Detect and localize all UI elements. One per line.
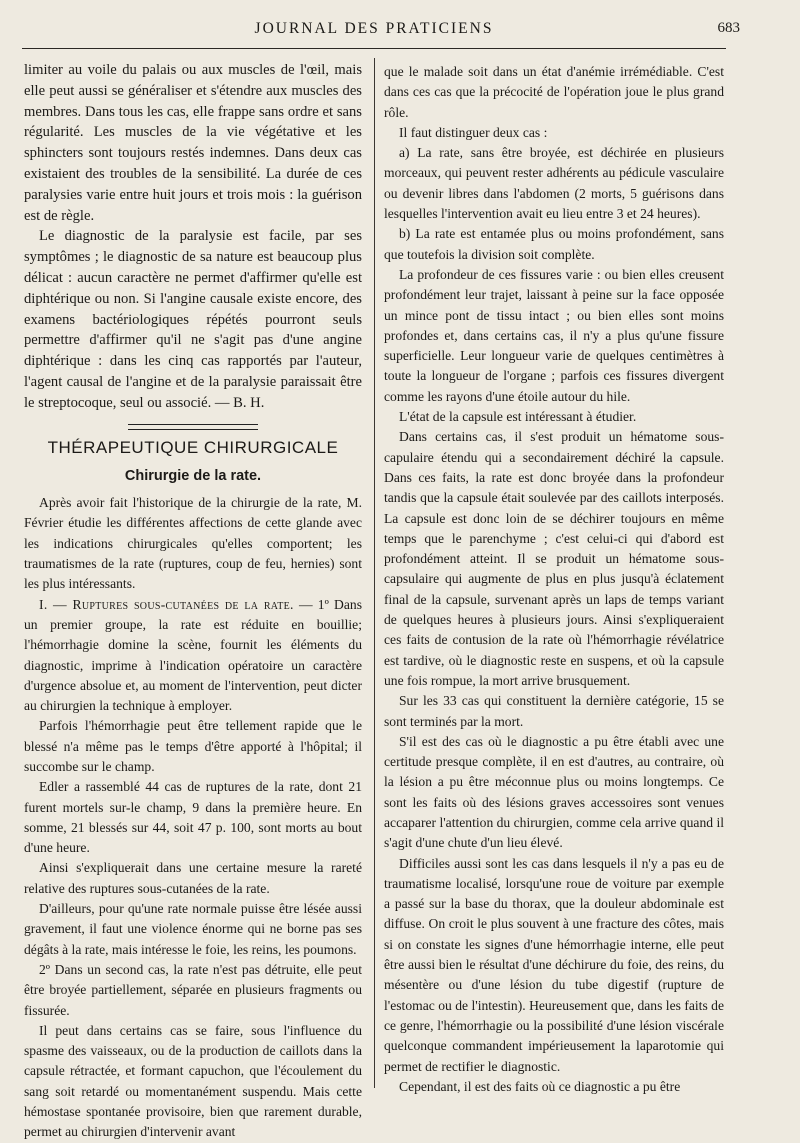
section-title: THÉRAPEUTIQUE CHIRURGICALE <box>47 437 339 457</box>
paragraph: La profondeur de ces fissures varie : ou bien elles creusent profondément leur trajet, laissant à peine sur la face opposée un mince pont de tissu intact ; ou bien elles sont moins profondes et, dans certains cas, il n'y a plus qu'une fissure superficielle. Leur longueur varie de quelques centimètres à toute la longueur de l'organe ; parfois ces fissures divergent comme les rayons d'une étoile autour du hile. <box>384 266 724 404</box>
paragraph: que le malade soit dans un état d'anémie irrémédiable. C'est dans ces cas que la précocité de l'opération joue le plus grand rôle. <box>384 64 724 120</box>
left-column <box>24 60 362 1143</box>
paragraph: b) La rate est entamée plus ou moins profondément, sans que toutefois la division soit complète. <box>384 226 724 262</box>
paragraph: Sur les 33 cas qui constituent la dernière catégorie, 15 se sont terminés par la mort. <box>384 693 724 729</box>
paragraph: S'il est des cas où le diagnostic a pu être établi avec une certitude presque complète, il en est d'autres, au contraire, où la lésion a pu être méconnue plus ou moins longtemps. Ce sont les faits où des lésions graves accessoires sont venues accaparer l'attention du chirurgien, comme cela arrive quand il s'agit d'une chute d'un lieu élevé. <box>384 733 724 851</box>
column-divider <box>374 58 375 1088</box>
paragraph: a) La rate, sans être broyée, est déchirée en plusieurs morceaux, qui peuvent rester adhérents au pédicule vasculaire ou devenir libres dans l'abdomen (2 morts, 5 guérisons dans lesquelles l'intervention avait eu lieu entre 3 et 24 heures). <box>384 145 724 222</box>
paragraph: Après avoir fait l'historique de la chirurgie de la rate, M. Février étudie les différentes affections de cette glande avec les indications chirurgicales qu'elles comportent; les traumatismes de la rate (ruptures, coup de feu, hernies) sont les plus intéressants. <box>24 495 362 592</box>
paragraph: limiter au voile du palais ou aux muscles de l'œil, mais elle peut aussi se généraliser et s'étendre aux muscles des membres. Dans tous les cas, elle frappe sans ordre et sans régularité. Les muscles de la vie végétative et les sphincters sont toujours restés indemnes. Dans deux cas existaient des troubles de la sensibilité. La durée de ces paralysies varie entre huit jours et trois mois : la guérison est de règle. <box>24 62 362 224</box>
right-column <box>384 62 724 1097</box>
paragraph: L'état de la capsule est intéressant à étudier. <box>399 409 637 425</box>
paragraph <box>24 595 362 717</box>
paragraph: Difficiles aussi sont les cas dans lesquels il n'y a pas eu de traumatisme localisé, lorsqu'une roue de voiture par exemple a passé sur la base du thorax, que la douleur abdominale est diffuse. On croit le plus souvent à une fracture des côtes, mais si on constate les signes d'une hémorrhagie interne, elle peut être aussi bien le résultat d'une déchirure du foie, des reins, du mésentère ou d'une lésion du tube digestif (rupture de l'estomac ou de l'intestin). Heureusement que, dans les faits de ce genre, l'hémorrhagie ou la possibilité d'une lésion viscérale quelconque commandent impérieusement la laparotomie qui permet de rectifier le diagnostic. <box>384 855 724 1074</box>
paragraph: Le diagnostic de la paralysie est facile, par ses symptômes ; le diagnostic de sa nature est beaucoup plus délicat : aucun caractère ne permet d'affirmer qu'elle est diphtérique ou non. Si l'angine causale existe encore, des examens bactériologiques répétés pourront seuls permettre d'affirmer qu'il ne s'agit pas d'une angine diphtérique : dans les cinq cas rapportés par l'auteur, l'agent causal de l'angine et de la paralysie paraissait être le streptocoque, seul ou associé. — B. H. <box>24 228 362 411</box>
paragraph: Ainsi s'expliquerait dans une certaine mesure la rareté relative des ruptures sous-cutanées de la rate. <box>24 860 362 896</box>
section-divider <box>128 424 258 430</box>
paragraph: Dans certains cas, il s'est produit un hématome sous-capulaire étendu qui a secondairement déchiré la capsule. Dans ces faits, la rate est donc broyée dans la profondeur tandis que la capsule était soulevée par des caillots interposés. La capsule est donc loin de se déchirer toujours en même temps que le parenchyme ; c'est celui-ci qui d'abord est profondément atteint. Il se produit un hématome sous-capsulaire qui augmente de plus en plus jusqu'à éclatement final de la capsule, survenant après un laps de temps variant de quelques heures à plusieurs jours. Ainsi s'expliqueraient ces faits de contusion de la rate où l'hémorrhagie révélatrice est tardive, où le diagnostic reste en suspens, et où la capsule une fois rompue, la mort arrive brusquement. <box>384 429 724 688</box>
paragraph: Il faut distinguer deux cas : <box>399 124 548 140</box>
paragraph: Il peut dans certains cas se faire, sous l'influence du spasme des vaisseaux, ou de la production de caillots dans la capsule rétractée, et formant capuchon, que l'écoulement du sang soit retardé ou momentanément suspendu. Mais cette hémostase spontanée provisoire, bien que rarement durable, permet au chirurgien d'intervenir avant <box>24 1022 362 1140</box>
paragraph-text: — 1º Dans un premier groupe, la rate est réduite en bouillie; l'hémorrhagie domine la scène, fournit les éléments du diagnostic, imprime à l'indication opératoire un caractère d'urgence absolue et, au moment de l'intervention, peut dicter au chirurgien la technique à employer. <box>24 596 362 714</box>
running-title: JOURNAL DES PRATICIENS <box>254 20 494 37</box>
header-rule <box>22 48 726 49</box>
article-title: Chirurgie de la rate. <box>124 468 262 485</box>
page-header <box>24 20 740 44</box>
paragraph: Cependant, il est des faits où ce diagnostic a pu être <box>399 1078 681 1094</box>
paragraph: 2º Dans un second cas, la rate n'est pas détruite, elle peut être broyée partiellement, séparée en plusieurs fragments ou fissurée. <box>24 961 362 1018</box>
heading-label: I. — Ruptures sous-cutanées de la rate. <box>39 596 294 612</box>
page-number: 683 <box>717 20 740 36</box>
paragraph: Parfois l'hémorrhagie peut être tellement rapide que le blessé n'a même pas le temps d'être apporté à l'hôpital; il succombe sur le champ. <box>24 718 362 774</box>
paragraph: D'ailleurs, pour qu'une rate normale puisse être lésée aussi gravement, il faut une violence énorme qui ne borne pas ses dégâts à la rate, mais intéresse le foie, les reins, les poumons. <box>24 901 362 957</box>
paragraph: Edler a rassemblé 44 cas de ruptures de la rate, dont 21 furent mortels sur-le champ, 9 dans la première heure. En somme, 21 blessés sur 44, soit 47 p. 100, sont morts au bout d'une heure. <box>24 779 362 856</box>
